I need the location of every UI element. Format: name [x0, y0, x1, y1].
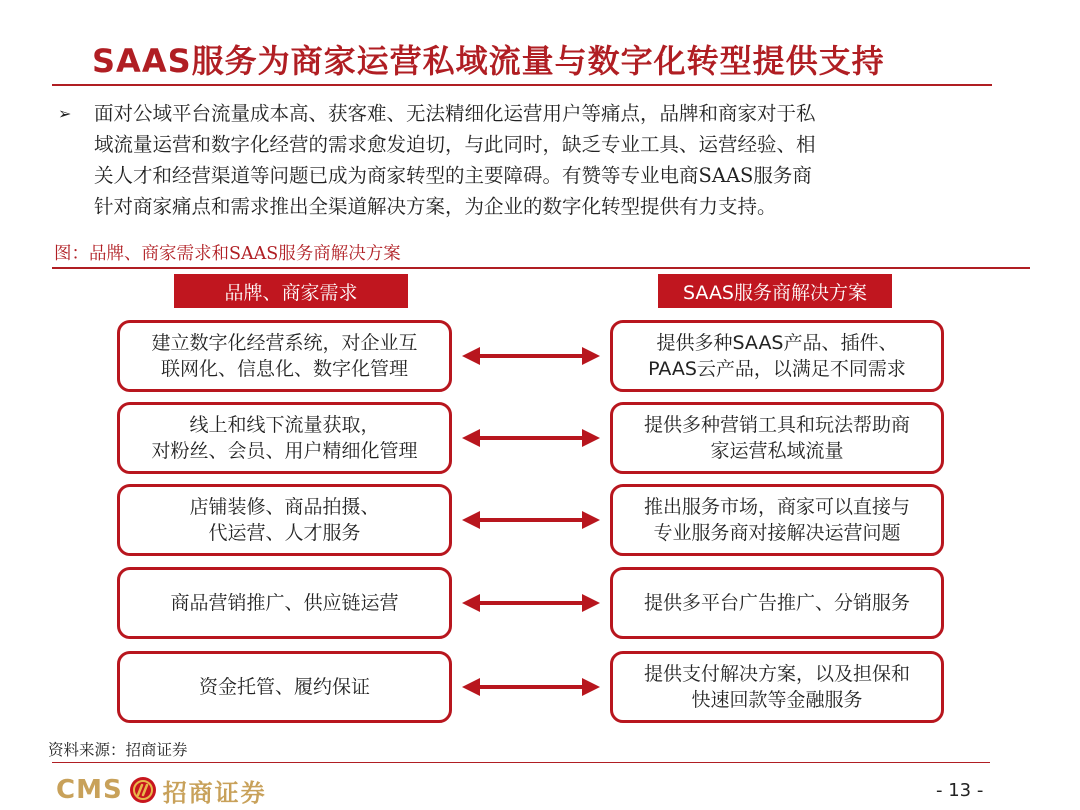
double-arrow-icon — [462, 677, 600, 697]
double-arrow-icon — [462, 510, 600, 530]
solution-box-marketing-tools — [610, 402, 944, 474]
need-text: 线上和线下流量获取， — [189, 414, 380, 436]
solution-text: 提供多种SAAS产品、插件、 — [656, 332, 898, 354]
need-box-store-services — [117, 484, 452, 556]
need-text: 联网化、信息化、数字化管理 — [160, 358, 408, 380]
solution-box-advertising — [610, 567, 944, 639]
need-text: 建立数字化经营系统，对企业互 — [151, 332, 418, 354]
need-text: 资金托管、履约保证 — [198, 676, 370, 698]
solution-text: 提供支付解决方案，以及担保和 — [643, 663, 910, 685]
right-column-header: SAAS服务商解决方案 — [658, 274, 892, 308]
caption-divider — [52, 267, 1030, 269]
source-note: 资料来源：招商证券 — [48, 741, 188, 759]
solution-box-service-market — [610, 484, 944, 556]
solution-box-payment — [610, 651, 944, 723]
double-arrow-icon — [462, 428, 600, 448]
solution-box-saas-products — [610, 320, 944, 392]
page-title: SAAS服务为商家运营私域流量与数字化转型提供支持 — [92, 42, 885, 80]
solution-text: 快速回款等金融服务 — [691, 689, 863, 711]
intro-line: 面对公域平台流量成本高、获客难、无法精细化运营用户等痛点，品牌和商家对于私 — [94, 102, 816, 125]
company-logo — [56, 774, 267, 806]
intro-line: 关人才和经营渠道等问题已成为商家转型的主要障碍。有赞等专业电商SAAS服务商 — [94, 164, 812, 187]
need-box-traffic — [117, 402, 452, 474]
solution-text: 专业服务商对接解决运营问题 — [653, 522, 901, 544]
need-text: 商品营销推广、供应链运营 — [170, 592, 399, 614]
need-box-promotion — [117, 567, 452, 639]
need-text: 对粉丝、会员、用户精细化管理 — [151, 440, 418, 462]
need-text: 代运营、人才服务 — [208, 522, 361, 544]
arrow-bullet-icon: ➢ — [58, 104, 72, 123]
solution-text: 家运营私域流量 — [710, 440, 844, 462]
solution-text: 提供多平台广告推广、分销服务 — [643, 592, 910, 614]
logo-chinese-text: 招商证券 — [162, 777, 267, 807]
solution-text: 推出服务市场，商家可以直接与 — [643, 496, 910, 518]
solution-text: 提供多种营销工具和玩法帮助商 — [643, 414, 910, 436]
double-arrow-icon — [462, 593, 600, 613]
intro-line: 域流量运营和数字化经营的需求愈发迫切，与此同时，缺乏专业工具、运营经验、相 — [94, 133, 816, 156]
double-arrow-icon — [462, 346, 600, 366]
need-box-funds — [117, 651, 452, 723]
need-text: 店铺装修、商品拍摄、 — [189, 496, 380, 518]
intro-line: 针对商家痛点和需求推出全渠道解决方案，为企业的数字化转型提供有力支持。 — [94, 195, 777, 218]
title-divider — [52, 84, 992, 86]
intro-paragraph — [94, 98, 978, 222]
page-number: - 13 - — [936, 780, 984, 801]
logo-cms-text: CMS — [56, 775, 123, 805]
solution-text: PAAS云产品，以满足不同需求 — [648, 358, 906, 380]
footer-divider — [52, 762, 990, 763]
left-column-header: 品牌、商家需求 — [174, 274, 408, 308]
need-box-digital-system — [117, 320, 452, 392]
cms-logo-icon — [129, 776, 157, 804]
figure-caption: 图：品牌、商家需求和SAAS服务商解决方案 — [54, 244, 401, 264]
